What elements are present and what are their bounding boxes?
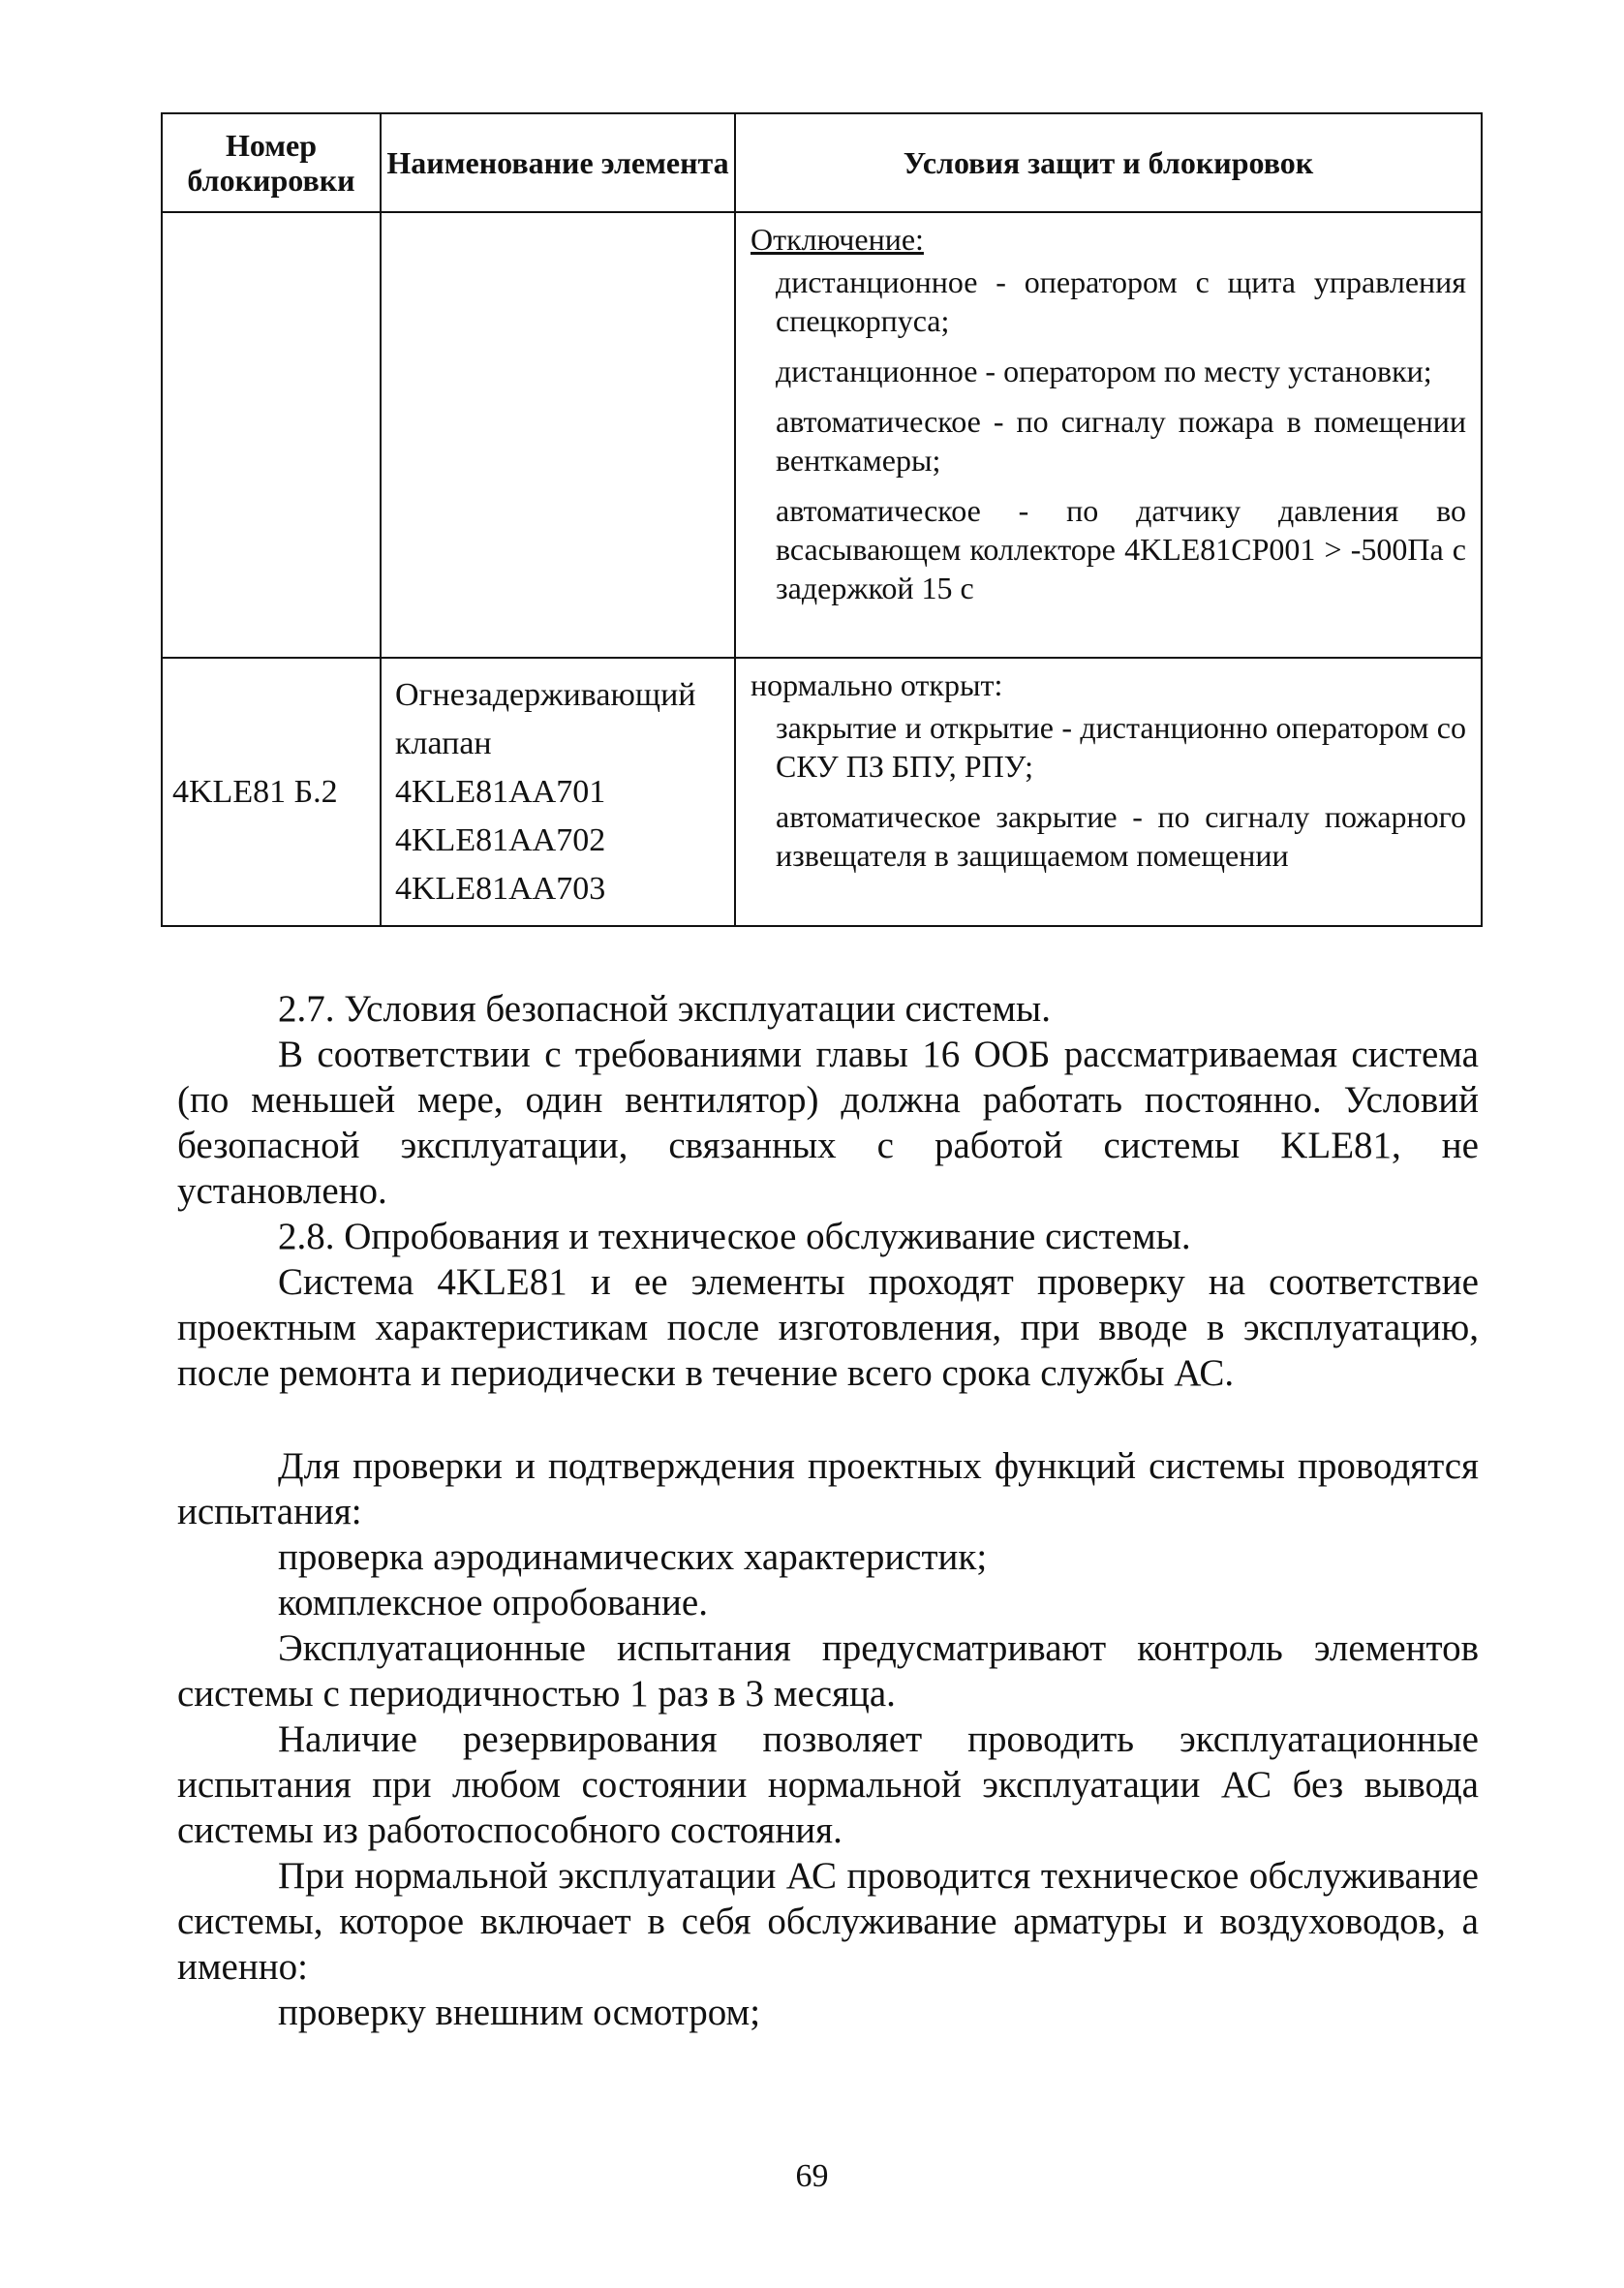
condition-item: закрытие и открытие - дистанционно оператором со СКУ ПЗ БПУ, РПУ; — [776, 710, 1466, 784]
section-heading-2-8: 2.8. Опробования и техническое обслуживание системы. — [278, 1216, 1191, 1257]
row2-conditions-heading: нормально открыт: — [751, 667, 1003, 702]
paragraph: Для проверки и подтверждения проектных функций системы проводятся испытания: — [177, 1445, 1479, 1532]
paragraph: Наличие резервирования позволяет проводить эксплуатационные испытания при любом состоянии нормальной эксплуатации АС без вывода системы из работоспособного состояния. — [177, 1718, 1479, 1851]
condition-item: автоматическое закрытие - по сигналу пожарного извещателя в защищаемом помещении — [776, 799, 1466, 873]
row2-number-cell: 4KLE81 Б.2 — [162, 658, 381, 926]
condition-item: дистанционное - оператором по месту установки; — [776, 354, 1432, 388]
row1-conditions-cell — [735, 212, 1482, 658]
condition-item: дистанционное - оператором с щита управления спецкорпуса; — [776, 264, 1466, 338]
row1-number-cell — [162, 212, 381, 658]
condition-item: автоматическое - по датчику давления во всасывающем коллекторе 4KLE81CP001 > -500Па с задержкой 15 с — [776, 493, 1466, 605]
paragraph: В соответствии с требованиями главы 16 ООБ рассматриваемая система (по меньшей мере, один вентилятор) должна работать постоянно. Условий безопасной эксплуатации, связанных с работой системы KLE81, не установлено. — [177, 1034, 1479, 1212]
section-heading-2-7: 2.7. Условия безопасной эксплуатации системы. — [278, 988, 1052, 1030]
header-conditions: Условия защит и блокировок — [735, 113, 1482, 212]
element-line: 4KLE81AA702 — [395, 821, 606, 858]
row1-element-cell — [381, 212, 735, 658]
element-line: 4KLE81AA701 — [395, 773, 606, 810]
page-number: 69 — [795, 2158, 829, 2194]
list-item: проверка аэродинамических характеристик; — [278, 1536, 988, 1578]
table-row — [162, 212, 1482, 658]
condition-item: автоматическое - по сигналу пожара в помещении венткамеры; — [776, 404, 1466, 478]
list-item: комплексное опробование. — [278, 1582, 708, 1623]
element-line: Огнезадерживающий клапан — [395, 676, 696, 761]
table-header-row — [162, 113, 1482, 212]
table-row — [162, 658, 1482, 926]
list-item: проверку внешним осмотром; — [278, 1992, 761, 2033]
paragraph: Система 4KLE81 и ее элементы проходят проверку на соответствие проектным характеристикам после изготовления, при вводе в эксплуатацию, после ремонта и периодически в течение всего срока службы АС. — [177, 1261, 1479, 1394]
header-interlock-number: Номер блокировки — [162, 113, 381, 212]
paragraph: При нормальной эксплуатации АС проводится техническое обслуживание системы, которое включает в себя обслуживание арматуры и воздуховодов, а именно: — [177, 1855, 1479, 1988]
body-section-2 — [177, 1443, 1479, 2035]
paragraph: Эксплуатационные испытания предусматривают контроль элементов системы с периодичностью 1 раз в 3 месяца. — [177, 1627, 1479, 1715]
row1-conditions-heading: Отключение: — [751, 222, 924, 257]
element-line: 4KLE81AA703 — [395, 870, 606, 907]
body-section-1 — [177, 986, 1479, 1396]
interlock-table — [161, 112, 1483, 927]
row2-conditions-cell — [735, 658, 1482, 926]
header-element-name: Наименование элемента — [381, 113, 735, 212]
row2-element-cell — [381, 658, 735, 926]
